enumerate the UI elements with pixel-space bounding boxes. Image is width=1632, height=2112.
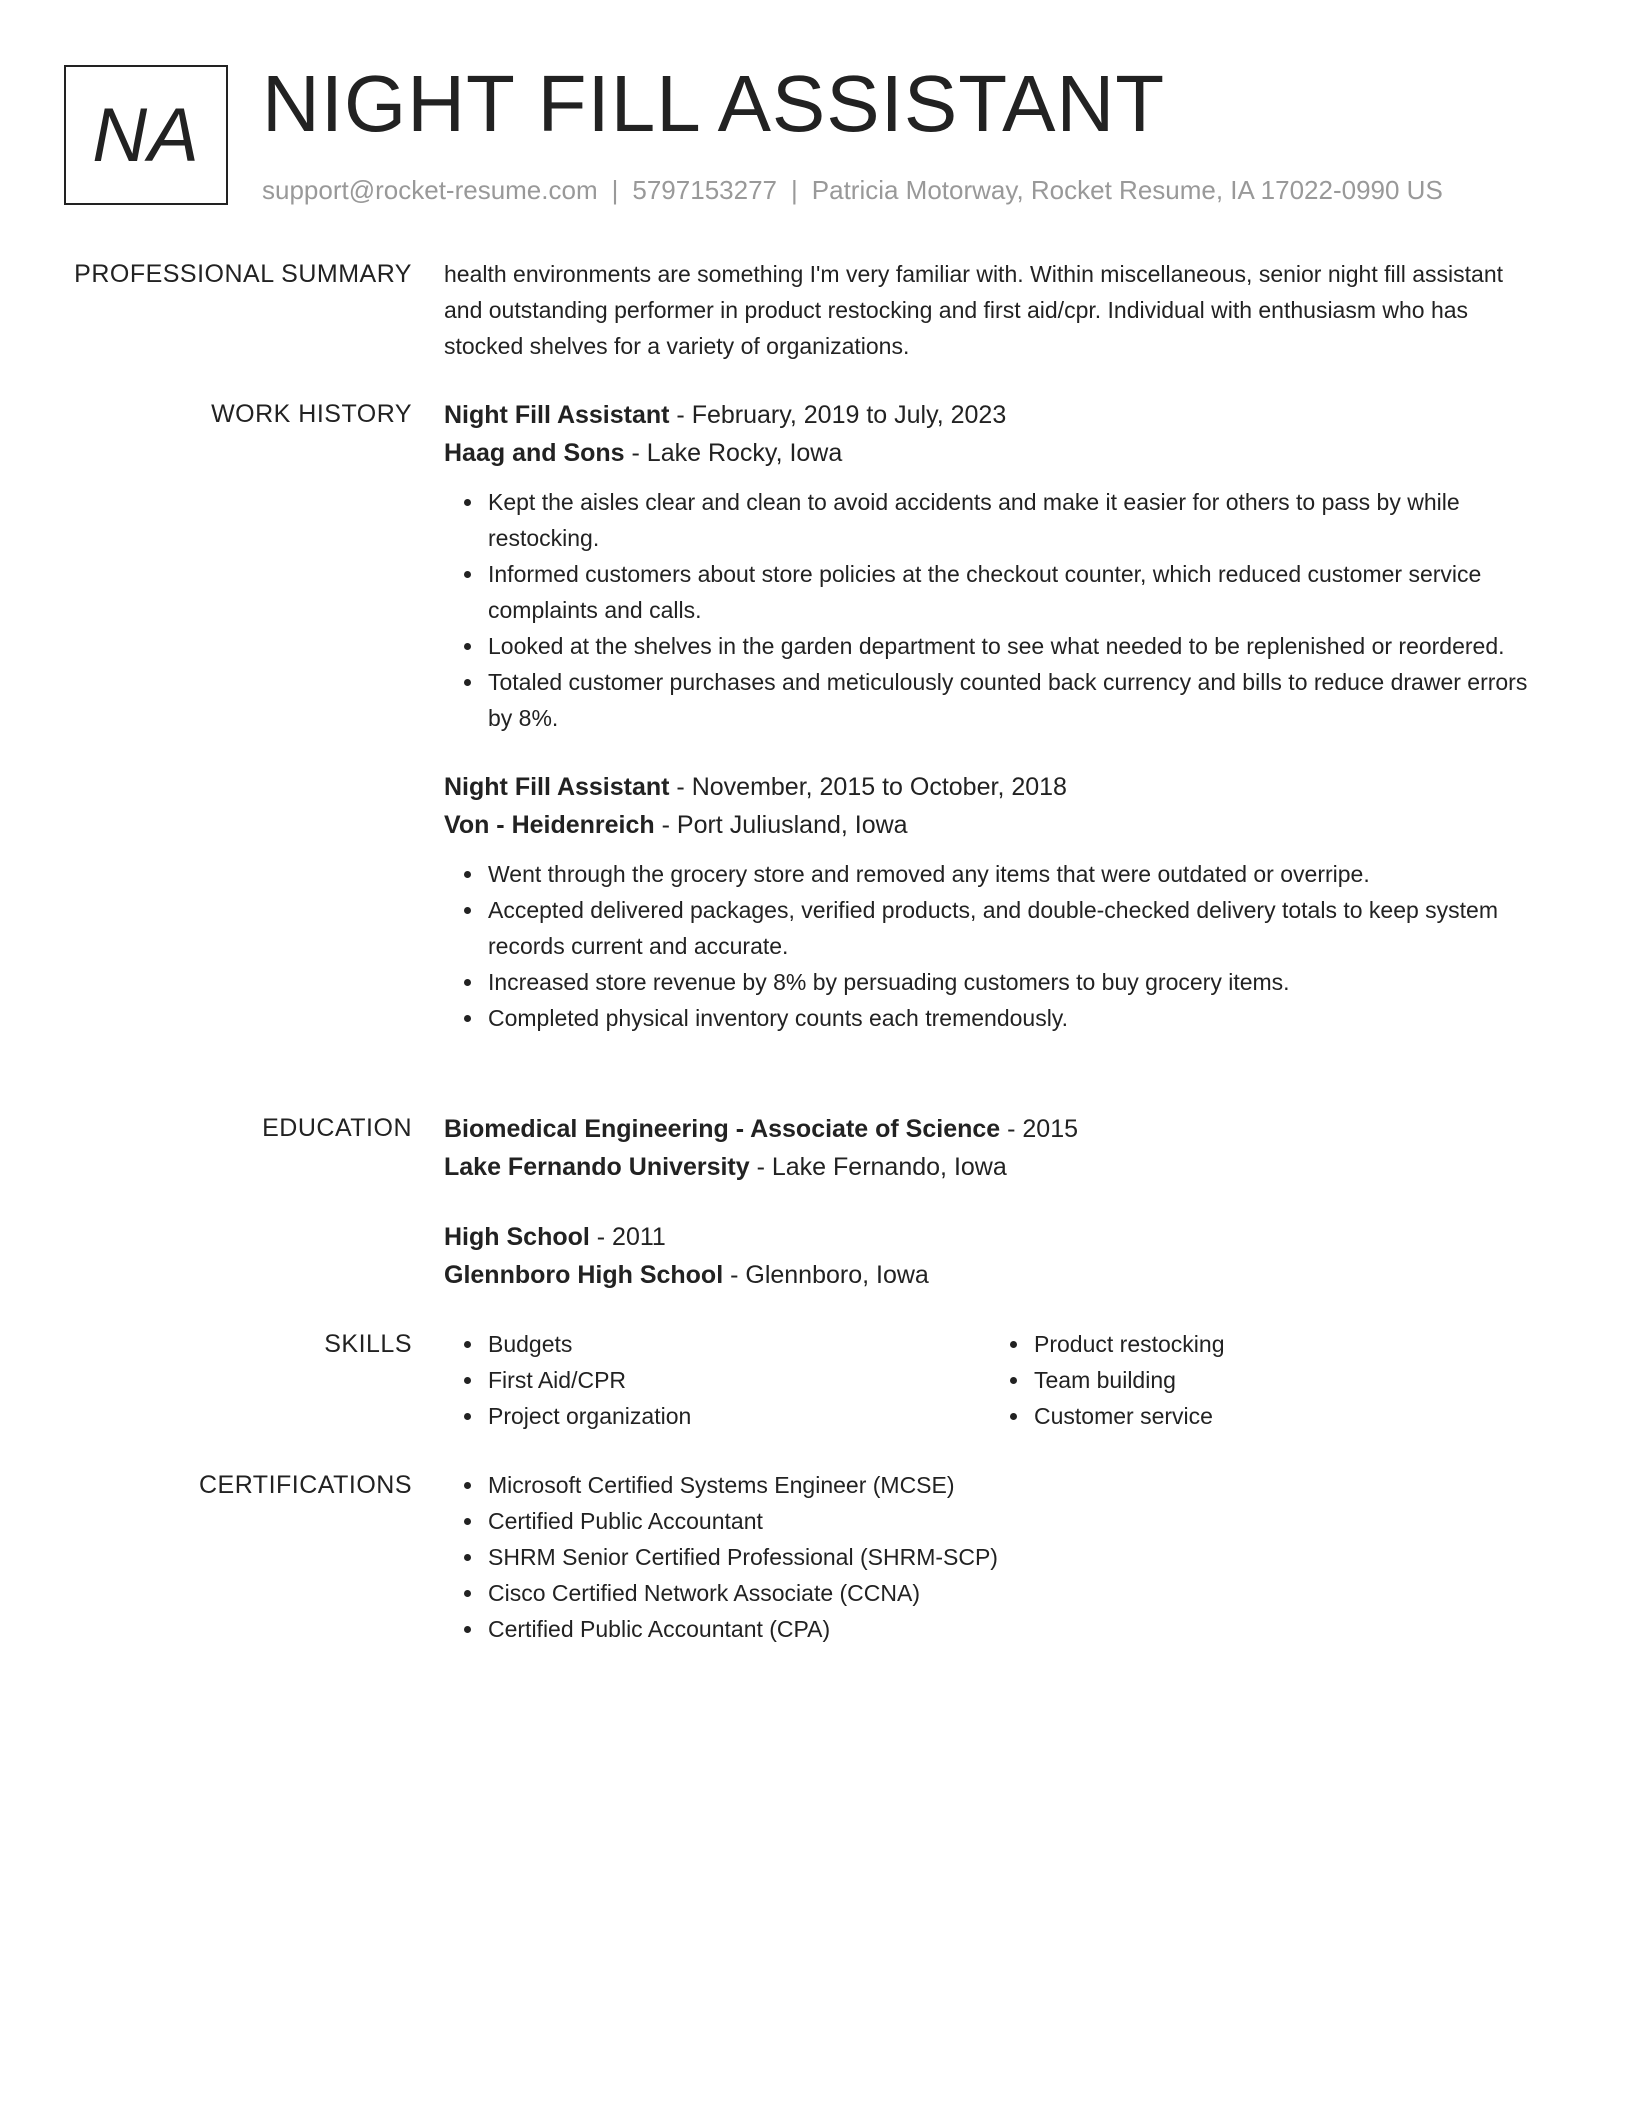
job-title-line	[444, 768, 1544, 806]
contact-separator: |	[611, 175, 619, 205]
job-entry	[444, 396, 1544, 736]
resume-name: NIGHT FILL ASSISTANT	[262, 59, 1166, 148]
list-item: Increased store revenue by 8% by persuading customers to buy grocery items.	[488, 964, 1544, 1000]
contact-address: Patricia Motorway, Rocket Resume, IA 17022-0990 US	[811, 175, 1443, 205]
education-location: - Lake Fernando, Iowa	[749, 1153, 1007, 1181]
section-title: SKILLS	[324, 1330, 412, 1358]
list-item: Certified Public Accountant	[488, 1503, 1544, 1539]
education-school: Lake Fernando University	[444, 1153, 750, 1181]
education-entry	[444, 1110, 1544, 1186]
list-item: Kept the aisles clear and clean to avoid accidents and make it easier for others to pass by while restocking.	[488, 484, 1544, 556]
summary-body	[444, 256, 1504, 364]
list-item: Went through the grocery store and removed any items that were outdated or overripe.	[488, 856, 1544, 892]
skills-grid	[444, 1326, 1544, 1434]
list-item: Accepted delivered packages, verified products, and double-checked delivery totals to keep system records current and accurate.	[488, 892, 1544, 964]
contact-phone[interactable]: 5797153277	[632, 175, 777, 205]
job-dates: - November, 2015 to October, 2018	[669, 773, 1067, 801]
monogram-box	[64, 65, 228, 205]
job-company: Haag and Sons	[444, 439, 625, 467]
list-item: Totaled customer purchases and meticulously counted back currency and bills to reduce drawer errors by 8%.	[488, 664, 1544, 736]
education-entry	[444, 1218, 1544, 1294]
job-company-line	[444, 434, 1544, 472]
job-title-line	[444, 396, 1544, 434]
list-item: Project organization	[488, 1398, 990, 1434]
list-item: Microsoft Certified Systems Engineer (MCSE)	[488, 1467, 1544, 1503]
job-company-line	[444, 806, 1544, 844]
education-school-line	[444, 1256, 1544, 1294]
job-bullets	[444, 856, 1544, 1036]
list-item: First Aid/CPR	[488, 1362, 990, 1398]
education-degree-line	[444, 1218, 1544, 1256]
certifications-list	[444, 1467, 1544, 1647]
section-title: EDUCATION	[262, 1114, 412, 1142]
section-title: CERTIFICATIONS	[198, 1471, 412, 1499]
education-body	[444, 1110, 1544, 1294]
contact-email[interactable]: support@rocket-resume.com	[262, 175, 598, 205]
list-item: Budgets	[488, 1326, 990, 1362]
education-degree: Biomedical Engineering - Associate of Science	[444, 1115, 1001, 1143]
list-item: SHRM Senior Certified Professional (SHRM-SCP)	[488, 1539, 1544, 1575]
skills-list	[990, 1326, 1536, 1434]
education-school: Glennboro High School	[444, 1261, 724, 1289]
summary-text: health environments are something I'm very familiar with. Within miscellaneous, senior night fill assistant and outstanding performer in product restocking and first aid/cpr. Individual with enthusiasm who has stocked shelves for a variety of organizations.	[444, 261, 1503, 359]
contact-separator: |	[791, 175, 798, 205]
monogram-initials: NA	[92, 92, 200, 178]
list-item: Customer service	[1034, 1398, 1536, 1434]
job-bullets	[444, 484, 1544, 736]
skills-column	[444, 1326, 990, 1434]
section-title: WORK HISTORY	[211, 400, 412, 428]
education-location: - Glennboro, Iowa	[723, 1261, 929, 1289]
list-item: Team building	[1034, 1362, 1536, 1398]
list-item: Completed physical inventory counts each tremendously.	[488, 1000, 1544, 1036]
contact-line	[262, 172, 1443, 208]
job-entry	[444, 768, 1544, 1036]
skills-column	[990, 1326, 1536, 1434]
list-item: Cisco Certified Network Associate (CCNA)	[488, 1575, 1544, 1611]
job-location: - Port Juliusland, Iowa	[654, 811, 908, 839]
section-title: PROFESSIONAL SUMMARY	[74, 260, 412, 288]
list-item: Looked at the shelves in the garden department to see what needed to be replenished or reordered.	[488, 628, 1544, 664]
skills-body	[444, 1326, 1544, 1434]
skills-list	[444, 1326, 990, 1434]
education-school-line	[444, 1148, 1544, 1186]
education-degree-line	[444, 1110, 1544, 1148]
education-year: - 2011	[589, 1223, 666, 1251]
education-year: - 2015	[1000, 1115, 1079, 1143]
list-item: Product restocking	[1034, 1326, 1536, 1362]
job-location: - Lake Rocky, Iowa	[624, 439, 843, 467]
list-item: Informed customers about store policies at the checkout counter, which reduced customer service complaints and calls.	[488, 556, 1544, 628]
job-dates: - February, 2019 to July, 2023	[669, 401, 1007, 429]
list-item: Certified Public Accountant (CPA)	[488, 1611, 1544, 1647]
education-degree: High School	[444, 1223, 590, 1251]
work-history-body	[444, 396, 1544, 1036]
job-role: Night Fill Assistant	[444, 773, 670, 801]
job-company: Von - Heidenreich	[444, 811, 655, 839]
job-role: Night Fill Assistant	[444, 401, 670, 429]
certifications-body	[444, 1467, 1544, 1647]
